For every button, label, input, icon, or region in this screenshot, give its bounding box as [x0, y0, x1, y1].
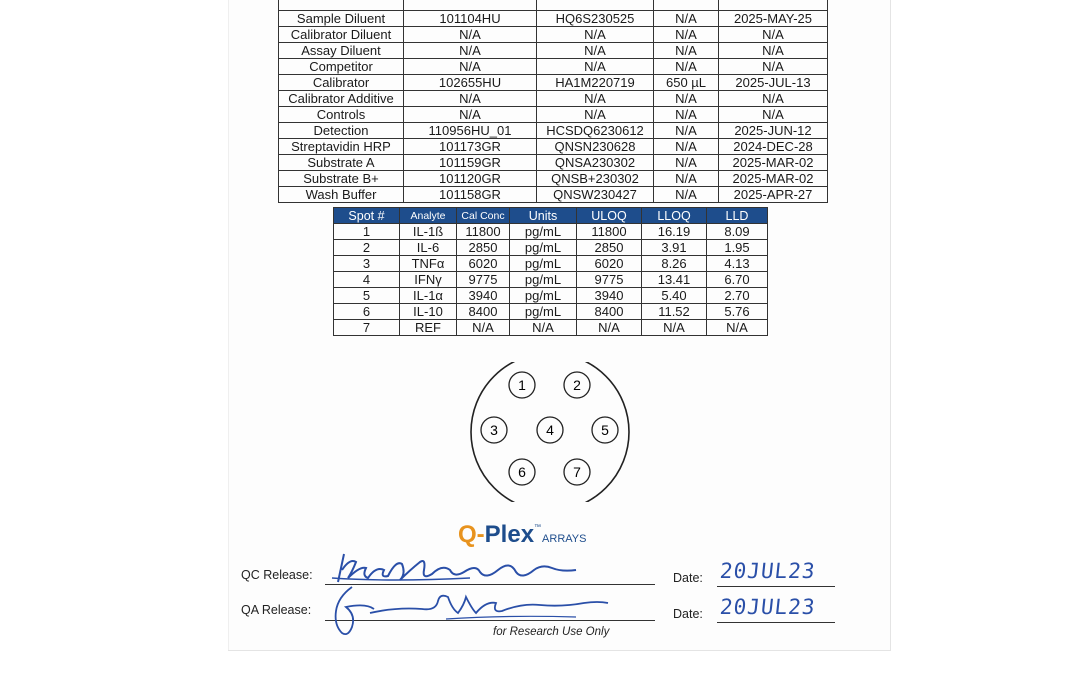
lot-number: HQ6S230525: [537, 11, 654, 27]
cal-conc: 6020: [457, 256, 510, 272]
reagent-table: [278, 0, 828, 203]
part-number: 102655HU: [404, 75, 537, 91]
reagent-row: [279, 43, 828, 59]
reagent-row: [279, 91, 828, 107]
qc-release-label: QC Release:: [241, 568, 313, 582]
reagent-row: [279, 0, 828, 11]
spot-number: 7: [334, 320, 400, 336]
reagent-name: Competitor: [279, 59, 404, 75]
reagent-name: Controls: [279, 107, 404, 123]
units: pg/mL: [510, 288, 577, 304]
spot-4: [537, 417, 563, 443]
lloq: N/A: [642, 320, 707, 336]
analyte: IL-1ß: [400, 224, 457, 240]
reagent-row: [279, 123, 828, 139]
spot-2: [564, 372, 590, 398]
spot-row: [334, 240, 768, 256]
volume: N/A: [654, 171, 719, 187]
part-number: 101173GR: [404, 139, 537, 155]
lloq: 5.40: [642, 288, 707, 304]
reagent-name: [279, 0, 404, 11]
header-lld: LLD: [707, 208, 768, 224]
spot-row: [334, 224, 768, 240]
reagent-row: [279, 27, 828, 43]
reagent-row: [279, 11, 828, 27]
spot-number: 2: [334, 240, 400, 256]
units: pg/mL: [510, 240, 577, 256]
lld: 1.95: [707, 240, 768, 256]
lot-number: QNSB+230302: [537, 171, 654, 187]
expiry-date: 2025-MAY-25: [719, 11, 828, 27]
reagent-name: Substrate A: [279, 155, 404, 171]
expiry-date: 2025-MAR-02: [719, 155, 828, 171]
expiry-date: 2025-MAR-02: [719, 171, 828, 187]
qa-date-value: 20JUL23: [718, 595, 817, 619]
reagent-name: Substrate B+: [279, 171, 404, 187]
reagent-row: [279, 75, 828, 91]
svg-text:2: 2: [573, 377, 581, 393]
uloq: 9775: [577, 272, 642, 288]
spot-7: [564, 459, 590, 485]
spot-number: 5: [334, 288, 400, 304]
lld: 6.70: [707, 272, 768, 288]
lot-number: QNSA230302: [537, 155, 654, 171]
volume: N/A: [654, 11, 719, 27]
volume: N/A: [654, 123, 719, 139]
logo-dash: -: [476, 521, 485, 548]
units: pg/mL: [510, 256, 577, 272]
cal-conc: 11800: [457, 224, 510, 240]
reagent-name: Calibrator: [279, 75, 404, 91]
reagent-name: Sample Diluent: [279, 11, 404, 27]
q-plex-arrays-logo: [458, 521, 586, 549]
expiry-date: N/A: [719, 107, 828, 123]
volume: N/A: [654, 27, 719, 43]
reagent-name: Detection: [279, 123, 404, 139]
qa-date-label: Date:: [673, 607, 703, 621]
header-spot: Spot #: [334, 208, 400, 224]
uloq: 6020: [577, 256, 642, 272]
spot-1: [509, 372, 535, 398]
part-number: N/A: [404, 107, 537, 123]
qc-date-value: 20JUL23: [718, 559, 817, 583]
lot-number: HCSDQ6230612: [537, 123, 654, 139]
uloq: 8400: [577, 304, 642, 320]
lloq: 11.52: [642, 304, 707, 320]
expiry-date: N/A: [719, 91, 828, 107]
analyte: IL-10: [400, 304, 457, 320]
lld: 8.09: [707, 224, 768, 240]
svg-text:6: 6: [518, 464, 526, 480]
lloq: 3.91: [642, 240, 707, 256]
reagent-name: Streptavidin HRP: [279, 139, 404, 155]
lld: 5.76: [707, 304, 768, 320]
reagent-row: [279, 171, 828, 187]
lloq: 13.41: [642, 272, 707, 288]
spot-5: [592, 417, 618, 443]
part-number: N/A: [404, 27, 537, 43]
part-number: 110956HU_01: [404, 123, 537, 139]
svg-text:1: 1: [518, 377, 526, 393]
analyte: IL-1α: [400, 288, 457, 304]
volume: 650 µL: [654, 75, 719, 91]
lot-number: N/A: [537, 107, 654, 123]
spot-table: [333, 207, 768, 336]
part-number: N/A: [404, 91, 537, 107]
part-number: [404, 0, 537, 11]
analyte: REF: [400, 320, 457, 336]
spot-6: [509, 459, 535, 485]
lloq: 8.26: [642, 256, 707, 272]
uloq: 3940: [577, 288, 642, 304]
reagent-row: [279, 187, 828, 203]
well-spot-diagram: [470, 362, 630, 502]
lld: 4.13: [707, 256, 768, 272]
reagent-row: [279, 139, 828, 155]
expiry-date: 2025-JUL-13: [719, 75, 828, 91]
cal-conc: 3940: [457, 288, 510, 304]
header-analyte: Analyte: [400, 208, 457, 224]
spot-number: 4: [334, 272, 400, 288]
part-number: 101159GR: [404, 155, 537, 171]
part-number: 101158GR: [404, 187, 537, 203]
lot-number: N/A: [537, 27, 654, 43]
spot-row: [334, 256, 768, 272]
uloq: N/A: [577, 320, 642, 336]
qc-date-label: Date:: [673, 571, 703, 585]
part-number: 101120GR: [404, 171, 537, 187]
lloq: 16.19: [642, 224, 707, 240]
header-cal-conc: Cal Conc: [457, 208, 510, 224]
volume: N/A: [654, 139, 719, 155]
expiry-date: 2024-DEC-28: [719, 139, 828, 155]
spot-row: [334, 320, 768, 336]
logo-arrays: ARRAYS: [542, 533, 587, 545]
logo-trademark: ™: [534, 524, 542, 531]
expiry-date: N/A: [719, 27, 828, 43]
analyte: IL-6: [400, 240, 457, 256]
part-number: N/A: [404, 59, 537, 75]
reagent-row: [279, 155, 828, 171]
qc-signature: [330, 548, 585, 588]
reagent-name: Calibrator Additive: [279, 91, 404, 107]
expiry-date: 2025-JUN-12: [719, 123, 828, 139]
spot-row: [334, 272, 768, 288]
lot-number: [537, 0, 654, 11]
units: pg/mL: [510, 304, 577, 320]
spot-number: 3: [334, 256, 400, 272]
volume: N/A: [654, 91, 719, 107]
units: N/A: [510, 320, 577, 336]
expiry-date: 2025-APR-27: [719, 187, 828, 203]
cal-conc: N/A: [457, 320, 510, 336]
analyte: TNFα: [400, 256, 457, 272]
spot-number: 1: [334, 224, 400, 240]
spot-row: [334, 304, 768, 320]
uloq: 2850: [577, 240, 642, 256]
reagent-row: [279, 59, 828, 75]
lld: N/A: [707, 320, 768, 336]
header-units: Units: [510, 208, 577, 224]
lot-number: N/A: [537, 59, 654, 75]
logo-q: Q: [458, 521, 477, 548]
reagent-name: Wash Buffer: [279, 187, 404, 203]
volume: N/A: [654, 187, 719, 203]
page-edge: [228, 0, 229, 650]
spot-3: [481, 417, 507, 443]
part-number: 101104HU: [404, 11, 537, 27]
units: pg/mL: [510, 272, 577, 288]
reagent-row: [279, 107, 828, 123]
units: pg/mL: [510, 224, 577, 240]
lot-number: HA1M220719: [537, 75, 654, 91]
svg-text:4: 4: [546, 422, 554, 438]
research-use-only-note: for Research Use Only: [493, 626, 610, 638]
lld: 2.70: [707, 288, 768, 304]
volume: N/A: [654, 43, 719, 59]
svg-text:7: 7: [573, 464, 581, 480]
qa-release-label: QA Release:: [241, 603, 312, 617]
spot-row: [334, 288, 768, 304]
volume: N/A: [654, 155, 719, 171]
lot-number: QNSW230427: [537, 187, 654, 203]
svg-text:3: 3: [490, 422, 498, 438]
cal-conc: 8400: [457, 304, 510, 320]
uloq: 11800: [577, 224, 642, 240]
cal-conc: 2850: [457, 240, 510, 256]
volume: [654, 0, 719, 11]
part-number: N/A: [404, 43, 537, 59]
expiry-date: [719, 0, 828, 11]
volume: N/A: [654, 107, 719, 123]
qc-date-line: [717, 586, 835, 587]
header-uloq: ULOQ: [577, 208, 642, 224]
expiry-date: N/A: [719, 43, 828, 59]
lot-number: N/A: [537, 43, 654, 59]
spot-table-header: [334, 208, 768, 224]
spot-number: 6: [334, 304, 400, 320]
expiry-date: N/A: [719, 59, 828, 75]
reagent-name: Assay Diluent: [279, 43, 404, 59]
svg-text:5: 5: [601, 422, 609, 438]
cal-conc: 9775: [457, 272, 510, 288]
reagent-name: Calibrator Diluent: [279, 27, 404, 43]
qa-date-line: [717, 622, 835, 623]
volume: N/A: [654, 59, 719, 75]
lot-number: QNSN230628: [537, 139, 654, 155]
header-lloq: LLOQ: [642, 208, 707, 224]
logo-plex: Plex: [484, 521, 535, 548]
analyte: IFNγ: [400, 272, 457, 288]
lot-number: N/A: [537, 91, 654, 107]
